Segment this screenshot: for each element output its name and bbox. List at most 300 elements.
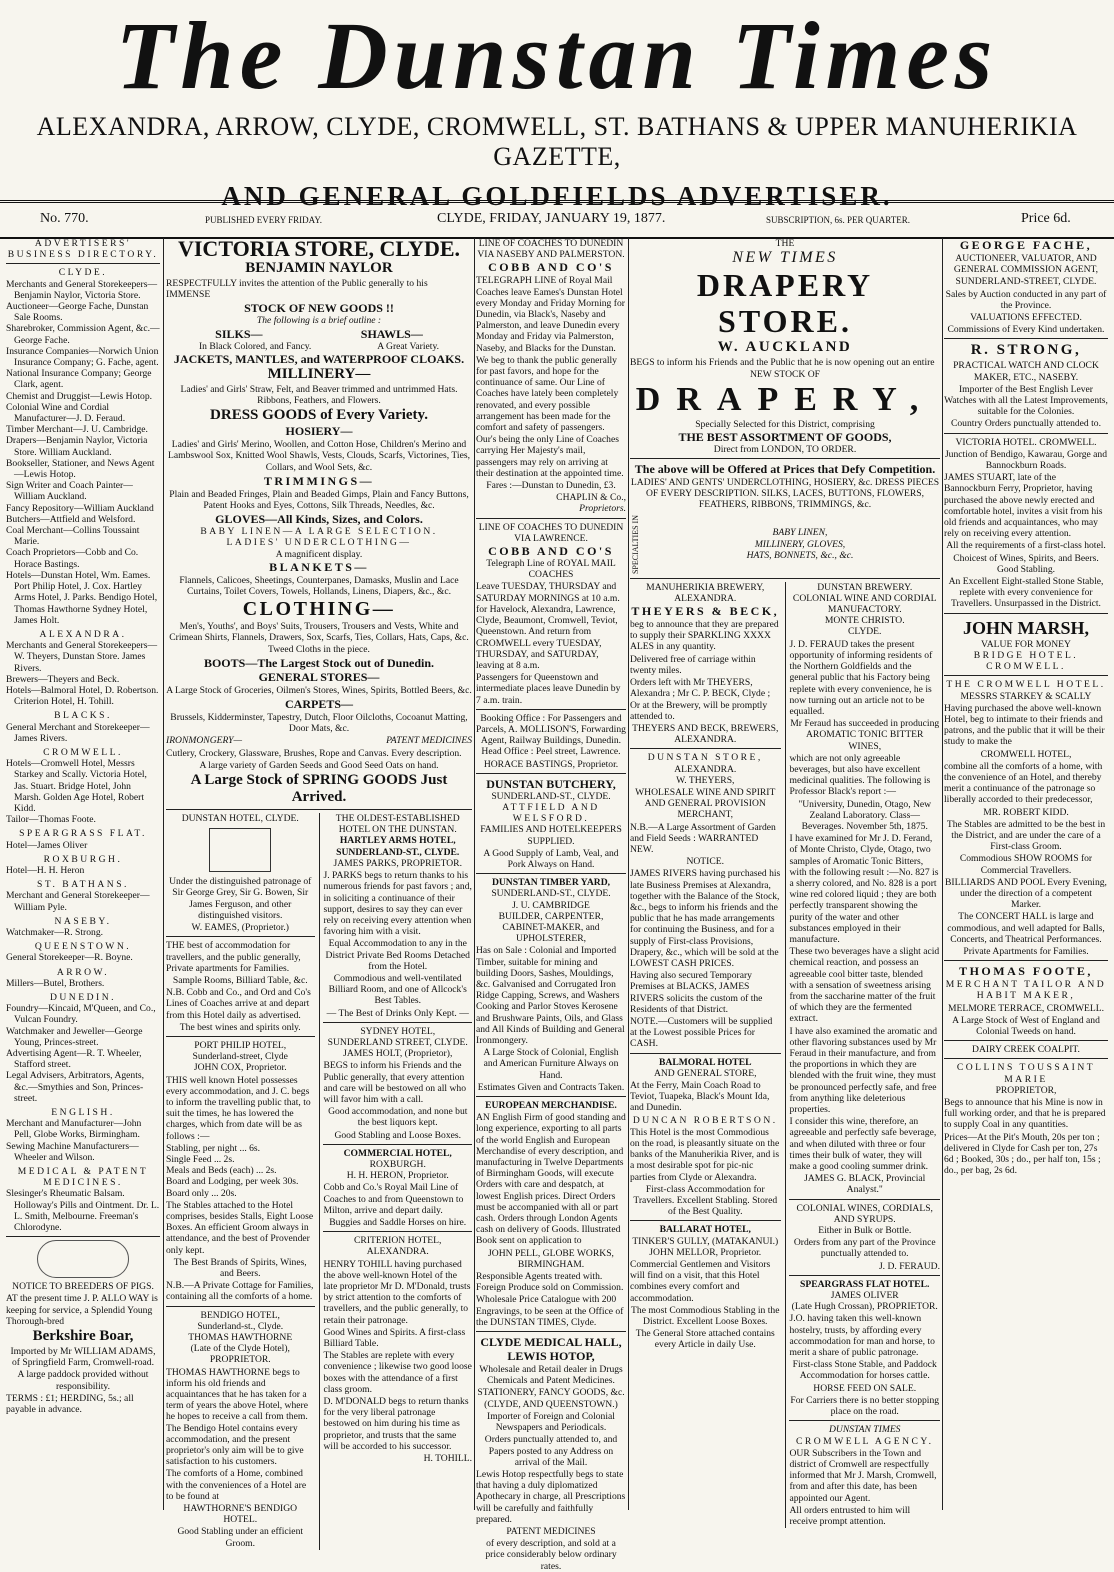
- foote-sub: MERCHANT TAILOR AND HABIT MAKER,: [945, 979, 1107, 1002]
- seeds-note: A large variety of Garden Seeds and Good Seed Oats on hand.: [199, 759, 439, 771]
- best-drinks: — The Best of Drinks Only Kept. —: [326, 1007, 469, 1019]
- strong-sub: PRACTICAL WATCH AND CLOCK MAKER, ETC., NASEBY.: [953, 360, 1099, 383]
- victoria-junction: Junction of Bendigo, Kawarau, Gorge and Bannockburn Roads.: [944, 448, 1108, 472]
- hotop-sub: Wholesale and Retail dealer in Drugs Chemicals and Patent Medicines.: [479, 1364, 623, 1387]
- horse-feed: HORSE FEED ON SALE.: [813, 1382, 917, 1394]
- store-title: VICTORIA STORE, CLYDE.: [177, 236, 461, 261]
- directory-entry: Merchant and Manufacturer—John Pell, Globe Works, Birmingham.: [6, 1118, 142, 1141]
- store-alexandra: ALEXANDRA.: [674, 763, 737, 775]
- directory-town: NASEBY.: [54, 915, 112, 927]
- rivers-temporary: Having also secured Temporary Premises at BLACKS, JAMES RIVERS solicits the custom of the Residents of that District.: [630, 970, 763, 1015]
- fache-sub: AUCTIONEER, VALUATOR, AND GENERAL COMMISSION AGENT,: [953, 253, 1099, 276]
- mellor-name: JOHN MELLOR, Proprietor.: [649, 1246, 762, 1258]
- coal-prices: Prices—At the Pit's Mouth, 20s per ton ; delivered in Clyde for Cash per ton, 27s 6d ; Booked, 30s ; do., per half ton, 15s ; do., per bag, 2s 6d.: [944, 1131, 1101, 1177]
- collins-body: Begs to announce that his Mine is now in full working order, and that he is prepared to supply Coal in any quantities.: [944, 1097, 1106, 1131]
- alexandra-subcolumn: [630, 582, 781, 1528]
- directory-entry: Legal Advisers, Arbitrators, Agents, &c.—Smythies and Son, Princes-street.: [6, 1070, 145, 1104]
- criterion-title: CRITERION HOTEL,: [354, 1235, 442, 1247]
- cobb-heading-1: COBB AND CO'S: [488, 260, 614, 275]
- directory-entry: Hotel—H. H. Heron: [6, 864, 85, 876]
- patent-heading: PATENT MEDICINES: [386, 735, 472, 747]
- directory-entry: Millers—Butel, Brothers.: [6, 977, 105, 989]
- ironmongery-heading: IRONMONGERY—: [166, 735, 243, 747]
- buggies-note: Buggies and Saddle Horses on hire.: [329, 1216, 467, 1228]
- cobb-body-1: TELEGRAPH LINE of Royal Mail Coaches leave Eames's Dunstan Hotel every Monday and Friday Morning for Dunedin, via Black's, Naseby and Palmerston, and leave Dunedin every Monday and Friday via Palmerston, Naseby, and Blacks for the Dunstan.: [476, 275, 625, 354]
- directory-entry: Butchers—Attfield and Welsford.: [6, 513, 136, 525]
- families-note: FAMILIES AND HOTELKEEPERS SUPPLIED.: [480, 824, 622, 847]
- newspaper-tagline: AND GENERAL GOLDFIELDS ADVERTISER.: [221, 181, 893, 211]
- kidd-name: MR. ROBERT KIDD.: [983, 806, 1069, 818]
- coaches-note: N.B. Cobb and Co., and Ord and Co's Lines of Coaches arrive at and depart from this Hotel daily as advertised.: [166, 987, 311, 1021]
- blankets-text: Flannels, Calicoes, Sheetings, Counterpanes, Damasks, Muslin and Lace Curtains, Toilet Covers, Towels, Hollands, Linens, Diapers, &c., &c.: [179, 574, 459, 598]
- oliver-body: J.O. having taken this well-known hostelry, trusts, by affording every accommodation for man and horse, to merit a share of public patronage.: [789, 1313, 935, 1359]
- balmoral-title: BALMORAL HOTEL: [659, 1056, 752, 1068]
- stuart-body: JAMES STUART, late of the Bannockburn Ferry, Proprietor, having purchased the above newly erected and comfortable hotel, invites a visit from his old friends and acquaintances, who may rely on receiving every attention.: [944, 472, 1103, 540]
- sydney-stabling: Good Stabling and Loose Boxes.: [334, 1129, 462, 1141]
- cromwell-stables: The Stables are admitted to be the best in the District, and are under the care of a First-class Groom.: [946, 818, 1106, 853]
- balmoral-sub: AND GENERAL STORE,: [653, 1067, 757, 1079]
- directory-entry: Hotels—Dunstan Hotel, Wm. Eames. Port Philip Hotel, J. Cox. Hartley Arms Hotel, J. Parks. Bendigo Hotel, Thomas Hawthorne Sydney Hotel, James Holt.: [6, 569, 158, 626]
- rate-row: Stabling, per night ... 6s.: [166, 1142, 261, 1154]
- oliver-name: JAMES OLIVER: [830, 1290, 899, 1302]
- orders-note: Orders punctually attended to, and Papers posted to any Address on arrival of the Mail.: [484, 1434, 618, 1468]
- drapery-heading: DRAPERY,: [635, 380, 935, 418]
- strong-name: R. STRONG,: [970, 342, 1082, 359]
- directory-entry: Merchants and General Storekeepers—W. Theyers, Dunstan Store. James Rivers.: [6, 640, 158, 674]
- mellor-store: The General Store attached contains every Article in daily Use.: [635, 1328, 775, 1351]
- rate-row: Board and Lodging, per week 30s.: [166, 1176, 299, 1188]
- report-also: I have also examined the aromatic and other flavoring substances used by Mr Feraud in their manufacture, and from the proportions in which they are blended with the fruit wine, they must be pronounced perfectly safe, and free from anything like deleterious properties.: [789, 1025, 938, 1116]
- chaplin-sig: CHAPLIN & Co.,: [556, 492, 626, 504]
- wine-manufactory: COLONIAL WINE AND CORDIAL MANUFACTORY.: [792, 592, 937, 616]
- direct-london: Direct from LONDON, TO ORDER.: [713, 443, 857, 455]
- mcdonald-note: D. M'DONALD begs to return thanks for the very liberal patronage bestowed on him during his time as proprietor, and trusts that the same will be accorded to his successor.: [323, 1396, 469, 1452]
- cambridge-body: Has on Sale : Colonial and Imported Timber, suitable for mining and building Doors, Sashes, Mouldings, &c. Galvanised and Corrugated Iron Ridge Capping, Screws, and Washers Cooking and Parlor Stoves Kerosene and Brushware Paints, Oils, and Glass and All Kinds of Building and General Ironmongery.: [476, 945, 625, 1046]
- shawls-note: A Great Variety.: [377, 340, 440, 352]
- general-heading: GENERAL STORES—: [258, 669, 380, 684]
- store-intro: RESPECTFULLY invites the attention of the Public generally to his IMMENSE: [166, 278, 428, 301]
- shawls-heading: SHAWLS—: [360, 326, 423, 341]
- tohill-body: HENRY TOHILL having purchased the above well-known Hotel of the late proprietor Mr D. M'Donald, trusts by strict attention to the comforts of travellers, and the public generally, to retain their patronage.: [323, 1258, 471, 1326]
- bendigo-title: BENDIGO HOTEL,: [200, 1309, 280, 1321]
- sample-rooms: Sample Rooms, Billiard Table, &c.: [172, 974, 308, 986]
- directory-entry: Slesinger's Rheumatic Balsam. Holloway's Pills and Ointment. Dr. L. L. Smith, Melbourne. Freeman's Chlorodyne.: [6, 1188, 160, 1234]
- hawthorne-name: THOMAS HAWTHORNE: [188, 1332, 293, 1343]
- specialty-baby: BABY LINEN,: [772, 527, 828, 539]
- directory-entry: Chemist and Druggist—Lewis Hotop.: [6, 390, 153, 402]
- victoria-choicest: Choicest of Wines, Spirits, and Beers. Good Stabling.: [953, 552, 1099, 575]
- clothing-heading: CLOTHING—: [242, 598, 396, 621]
- feraud-body: J. D. FERAUD takes the present opportunity of informing residents of the Northern Goldfields and the general public that his Factory being replete with every convenience, he is now turning out an article not to be equalled.: [789, 638, 933, 717]
- billiards-note: BILLIARDS AND POOL Every Evening, under the direction of a competent Marker.: [945, 876, 1107, 911]
- bendigo-comforts: The comforts of a Home, combined with the conveniences of a Hotel are to be found at: [166, 1468, 307, 1502]
- column-rule: [942, 238, 943, 1510]
- oliver-sub: (Late Hugh Crossan), PROPRIETOR.: [791, 1301, 938, 1313]
- directory-entry: Coal Merchant—Collins Toussaint Marie.: [6, 525, 140, 548]
- directory-entry: Foundry—Kincaid, M'Queen, and Co., Vulcan Foundry.: [6, 1003, 156, 1026]
- directory-town: ROXBURGH.: [43, 853, 123, 865]
- port-philip-body: THIS well known Hotel possesses every accommodation, and J. C. begs to inform the travelling public that, to suit the times, he has lowered the charges, which from date will be as follows :—: [166, 1074, 311, 1142]
- column-victoria-store: [166, 236, 472, 1549]
- clothing-text: Men's, Youths', and Boys' Suits, Trousers, Trousers and Vests, White and Crimean Shirts, Flannels, Drawers, Sox, Scarfs, Ties, Collars, Hats, Caps, &c. Tweed Cloths in the piece.: [169, 621, 469, 655]
- column-rule: [163, 238, 164, 1510]
- blankets-heading: BLANKETS—: [269, 559, 369, 574]
- directory-entry: Tailor—Thomas Foote.: [6, 814, 96, 826]
- cromwell-combine: combine all the comforts of a home, with the convenience of an Hotel, and thereby merit a continuance of the patronage so liberally accorded to their predecessor,: [944, 760, 1103, 806]
- speargrass-title: SPEARGRASS FLAT HOTEL.: [800, 1278, 930, 1290]
- bendigo-body: THOMAS HAWTHORNE begs to inform his old friends and acquaintances that he has taken for a term of years the above Hotel, where he hopes to receive a call from them. The Bendigo Hotel contains every accommodation, and the present proprietor's only aim will be to give satisfaction to his customers.: [166, 1366, 308, 1468]
- sydney-title: SYDNEY HOTEL,: [360, 1025, 436, 1037]
- cobb-passengers: Passengers for Queenstown and intermediate places leave Dunedin by 7 a.m. train.: [476, 672, 621, 706]
- ballarat-sub: TINKER'S GULLY, (MATAKANUI.): [632, 1235, 779, 1247]
- directory-sections: [6, 267, 160, 1233]
- column-right: [944, 238, 1108, 1510]
- brewery-alexandra: ALEXANDRA.: [674, 592, 737, 604]
- dunstan-hotel-title: DUNSTAN HOTEL, CLYDE.: [181, 813, 299, 825]
- cobb-sub-2: Telegraph Line of ROYAL MAIL COACHES: [486, 558, 616, 581]
- fache-sales: Sales by Auction conducted in any part of the Province.: [945, 288, 1107, 311]
- gloves-heading: GLOVES—All Kinds, Sizes, and Colors.: [215, 512, 423, 527]
- butchery-title: DUNSTAN BUTCHERY,: [486, 776, 616, 791]
- new-stock: NEW STOCK OF: [749, 369, 820, 381]
- carriers-note: For Carriers there is no better stopping place on the road.: [790, 1394, 940, 1418]
- directory-town: QUEENSTOWN.: [34, 941, 132, 953]
- directory-entry: Hotel—James Oliver: [6, 839, 88, 851]
- directory-entry: Hotels—Balmoral Hotel, D. Robertson. Criterion Hotel, H. Tohill.: [6, 684, 159, 708]
- directory-town: DUNEDIN.: [49, 992, 117, 1003]
- clyde-queenstown: (CLYDE, AND QUEENSTOWN.): [484, 1398, 618, 1410]
- oliver-stone: First-class Stone Stable, and Paddock Accommodation for horses cattle.: [792, 1359, 937, 1382]
- directory-entry: Merchants and General Storekeepers—Benjamin Naylor, Victoria Store.: [6, 278, 158, 301]
- victoria-hotel: VICTORIA HOTEL. CROMWELL.: [955, 436, 1097, 448]
- directory-entry: Sharebroker, Commission Agent, &c.—George Fache.: [6, 323, 160, 346]
- rates-list: [166, 1143, 315, 1199]
- private-apartments: Private Apartments for Families.: [963, 945, 1089, 957]
- agency-body: OUR Subscribers in the Town and district of Cromwell are respectfully informed that Mr J. Marsh, Cromwell, from and after this date, has been appointed our Agent.: [789, 1447, 937, 1504]
- bridge-hotel: BRIDGE HOTEL. CROMWELL.: [973, 649, 1079, 673]
- european-body: AN English Firm of good standing and long experience, exporting to all parts of the world English and European Merchandise of every description, and manufacturing in Twelve Departments of Birmingham Goods, will execute Orders with care and despatch, at lowest English prices. Direct Orders must be accompanied with all or part cash. Orders through London Agents cash on delivery of Goods. Illustrated Book sent on application to: [476, 1112, 626, 1247]
- cobb-body-2: Leave TUESDAY, THURSDAY and SATURDAY MORNINGS at 10 a.m. for Havelock, Alexandra, Lawrence, Clyde, Beaumont, Cromwell, Teviot, Queenstown. And return from CROMWELL every TUESDAY, THURSDAY, and SATURDAY, leaving at 8 a.m.: [476, 581, 620, 671]
- directory-entry: Watchmaker and Jeweller—George Young, Princes-street.: [6, 1025, 143, 1048]
- timber-sub: SUNDERLAND-ST., CLYDE.: [491, 888, 611, 900]
- hosiery-heading: HOSIERY—: [285, 424, 353, 439]
- holt-proprietor: JAMES HOLT, (Proprietor),: [343, 1048, 453, 1060]
- hosiery-text: Ladies' and Girls' Merino, Woollen, and Cotton Hose, Children's Merino and Lambswool Sox, Knitted Wool Shawls, Vests, Clouds, Scarfs, Victorines, Ties, Collars, and Wool Sets, &c.: [168, 439, 470, 473]
- best-wines: The best wines and spirits only.: [179, 1021, 301, 1033]
- cobb-mail: Our's being the only Line of Coaches carrying Her Majesty's mail, passengers may rely on arriving at their destination at the appointed time.: [476, 434, 624, 479]
- best-assortment: THE BEST ASSORTMENT OF GOODS,: [678, 429, 892, 444]
- millinery-text: Ladies' and Girls' Straw, Felt, and Beaver trimmed and untrimmed Hats. Ribbons, Feathers, and Flowers.: [180, 383, 458, 407]
- feraud-not-only: which are not only agreeable beverages, but also have excellent medicinal qualities. The following is Professor Black's report :—: [789, 752, 931, 798]
- offered-note: The above will be Offered at Prices that Defy Competition.: [634, 462, 936, 477]
- patent-medicines: PATENT MEDICINES: [506, 1525, 596, 1537]
- w-theyers: W. THEYERS,: [676, 774, 735, 786]
- selected-note: Specially Selected for this District, comprising: [695, 418, 875, 430]
- robertson-name: DUNCAN ROBERTSON.: [632, 1114, 778, 1126]
- ballarat-title: BALLARAT HOTEL,: [659, 1224, 751, 1236]
- hawthorne-sub: (Late of the Clyde Hotel), PROPRIETOR.: [190, 1343, 290, 1366]
- drapery-store-heading: DRAPERY STORE.: [696, 267, 874, 340]
- agency-title: DUNSTAN TIMES: [828, 1424, 901, 1436]
- commercial-sub: ROXBURGH.: [369, 1158, 426, 1170]
- millinery-heading: MILLINERY—: [267, 365, 371, 382]
- general-text: A Large Stock of Groceries, Oilmen's Stores, Wines, Spirits, Bottled Beers, &c.: [166, 684, 472, 696]
- coach-line-1: LINE OF COACHES TO DUNEDIN VIA NASEBY AND PALMERSTON.: [477, 238, 625, 261]
- starkey-scally: MESSRS STARKEY & SCALLY: [960, 690, 1092, 702]
- fache-name: GEORGE FACHE,: [959, 238, 1093, 252]
- pigs-notice-title: NOTICE TO BREEDERS OF PIGS.: [12, 1281, 154, 1293]
- newspaper-title: The Dunstan Times: [115, 2, 999, 109]
- directory-entry: Drapers—Benjamin Naylor, Victoria Store. William Auckland.: [6, 435, 148, 458]
- victoria-requirements: All the requirements of a first-class hotel.: [946, 540, 1106, 552]
- holt-accommodation: Good accommodation, and none but the best liquors kept.: [328, 1106, 468, 1129]
- monte-christo: MONTE CHRISTO.: [824, 615, 905, 627]
- bulk-note: Either in Bulk or Bottle.: [818, 1225, 912, 1237]
- parks-proprietor: JAMES PARKS, PROPRIETOR.: [333, 857, 462, 869]
- report-beverages: These two beverages have a slight acid chemical reaction, and possess an agreeable cool bitter taste, blended with a sensation of sweetness arising from the saccharine matter of the fruit of which they are the fermented extract.: [789, 946, 940, 1025]
- tohill-stables: The Stables are replete with every convenience ; likewise two good loose boxes with the attendance of a first class groom.: [323, 1350, 472, 1395]
- theyers-body: beg to announce that they are prepared to supply their SPARKLING XXXX ALES in any quantity.: [630, 619, 779, 653]
- column-business-directory: [6, 238, 160, 1510]
- cobb-heading-2: COBB AND CO'S: [488, 544, 614, 559]
- patent-text: of every description, and sold at a price considerably below ordinary rates.: [485, 1538, 617, 1572]
- european-title: EUROPEAN MERCHANDISE.: [485, 1100, 617, 1112]
- directory-entry: General Storekeeper—R. Boyne.: [6, 952, 133, 964]
- directory-entry: Watchmaker—R. Strong.: [6, 926, 104, 938]
- timber-title: DUNSTAN TIMBER YARD,: [491, 877, 611, 889]
- directory-entry: Sign Writer and Coach Painter—William Auckland.: [6, 480, 133, 503]
- catalogue-note: Wholesale Price Catalogue with 200 Engravings, to be seen at the Office of the DUNSTAN TIMES, Clyde.: [476, 1294, 624, 1328]
- lamb-note: A Good Supply of Lamb, Veal, and Pork Always on Hand.: [483, 847, 619, 870]
- boots-heading: BOOTS—The Largest Stock out of Dunedin.: [203, 655, 435, 670]
- directory-town: MEDICAL & PATENT MEDICINES.: [17, 1166, 149, 1189]
- robertson-body: This Hotel is the most Commodious on the road, is pleasantly situate on the banks of the Manuherikia River, and is a most desirable spot for pic-nic parties from Clyde or Alexandra.: [630, 1126, 780, 1183]
- directory-entry: Advertising Agent—R. T. Wheeler, Stafford street.: [6, 1048, 142, 1071]
- holt-body: BEGS to inform his Friends and the Public generally, that every attention and care will be bestowed on all who will favor him with a call.: [323, 1060, 467, 1105]
- coach-line-2: LINE OF COACHES TO DUNEDIN VIA LAWRENCE.: [478, 521, 624, 544]
- jdf-sig: J. D. FERAUD.: [878, 1260, 940, 1272]
- newspaper-subtitle: ALEXANDRA, ARROW, CLYDE, CROMWELL, ST. BATHANS & UPPER MANUHERIKIA GAZETTE,: [36, 112, 1078, 171]
- column-drapery: [630, 238, 940, 1527]
- foote-name: THOMAS FOOTE,: [959, 964, 1093, 979]
- black-sig: JAMES G. BLACK, Provincial Analyst.": [804, 1173, 926, 1196]
- directory-entry: Timber Merchant—J. U. Cambridge.: [6, 424, 148, 436]
- directory-town: BLACKS.: [54, 710, 112, 722]
- directory-town: CLYDE.: [58, 267, 108, 279]
- furniture-note: A Large Stock of Colonial, English and American Furniture Always on Hand.: [483, 1047, 619, 1081]
- dateline-bar: [0, 200, 1114, 239]
- pig-illustration: [37, 1240, 129, 1278]
- rate-row: Board only ... 20s.: [166, 1187, 237, 1199]
- brief-outline: The following is a brief outline :: [256, 315, 382, 327]
- balmoral-loc: At the Ferry, Main Coach Road to Teviot, Tuapeka, Black's Mount Ida, and Dunedin.: [630, 1080, 770, 1114]
- proprietors-label: Proprietors.: [579, 503, 626, 515]
- report-examined: I have examined for Mr J. D. Ferand, of Monte Christo, Clyde, Otago, two samples of Aromatic Tonic Bitters, with the following result :—No. 827 is a sherry colored, and No. 828 is a port wine red colored liquid ; they are both perfectly transparent showing the purity of the water and other substances employed in their manufacture.: [789, 833, 939, 945]
- directory-heading: ADVERTISERS': [34, 238, 132, 249]
- tohill-wines: Good Wines and Spirits. A first-class Billiard Table.: [323, 1326, 466, 1350]
- spring-goods-heading: A Large Stock of SPRING GOODS Just Arrived.: [190, 772, 448, 806]
- issue-price: Price 6d.: [1021, 211, 1071, 226]
- cordials-heading: COLONIAL WINES, CORDIALS, AND SYRUPS.: [796, 1202, 933, 1225]
- port-brands: The Best Brands of Spirits, Wines, and Beers.: [173, 1256, 307, 1279]
- directory-entry: Sewing Machine Manufacturers—Wheeler and Wilson.: [6, 1140, 139, 1163]
- estimates-note: Estimates Given and Contracts Taken.: [477, 1081, 625, 1093]
- pigs-notice-text: AT the present time J. P. ALLO WAY is keeping for service, a Splendid Young Thorough-bred: [6, 1293, 158, 1327]
- dress-heading: DRESS GOODS of Every Variety.: [210, 407, 428, 424]
- melmore-terrace: MELMORE TERRACE, CROMWELL.: [948, 1002, 1104, 1014]
- column-rule: [628, 238, 629, 1510]
- theyers-beck: THEYERS & BECK,: [631, 604, 780, 619]
- masthead: [0, 0, 1114, 211]
- directory-entry: Colonial Wine and Cordial Manufacturer—J. D. Feraud.: [6, 401, 126, 425]
- silks-note: In Black Colored, and Fancy.: [198, 340, 312, 352]
- directory-entry: National Insurance Company; George Clark, agent.: [6, 368, 152, 391]
- terms-note: TERMS : £1; HERDING, 5s.; all payable in advance.: [6, 1392, 134, 1416]
- directory-heading: BUSINESS DIRECTORY.: [7, 249, 159, 261]
- show-rooms: Commodious SHOW ROOMS for Commercial Travellers.: [959, 853, 1093, 876]
- cox-proprietor: JOHN COX, Proprietor.: [193, 1062, 287, 1074]
- importer-note: Importer of Foreign and Colonial Newspapers and Periodicals.: [487, 1410, 615, 1434]
- manuherikia-brewery: MANUHERIKIA BREWERY,: [646, 581, 765, 593]
- boar-text: Imported by Mr WILLIAM ADAMS, of Springfield Farm, Cromwell-road.: [10, 1346, 156, 1369]
- store-owner: BENJAMIN NAYLOR: [245, 260, 393, 276]
- feraud-orders: Orders from any part of the Province punctually attended to.: [793, 1237, 936, 1260]
- directory-town: ST. BATHANS.: [37, 879, 129, 891]
- jackets-heading: JACKETS, MANTLES, and WATERPROOF CLOAKS.: [173, 351, 465, 366]
- concert-hall: The CONCERT HALL is large and commodious, and well adapted for Balls, Concerts, and Theatrical Performances.: [947, 911, 1105, 945]
- trimmings-heading: TRIMMINGS—: [263, 473, 375, 488]
- starkey-body: Having purchased the above well-known Hotel, beg to intimate to their friends and patrons, and the public that it will be their study to make the: [944, 702, 1105, 748]
- commercial-title: COMMERCIAL HOTEL,: [343, 1147, 452, 1159]
- cromwell-hotel-title: THE CROMWELL HOTEL.: [946, 679, 1106, 691]
- report-consider: I consider this wine, therefore, an agreeable and perfectly safe beverage, and when diluted with three or four times their bulk of water, they will make a good cooling summer drink.: [789, 1116, 937, 1173]
- carpets-text: Brussels, Kidderminster, Tapestry, Dutch, Floor Oilcloths, Cocoanut Matting, Door Mats, &c.: [170, 712, 468, 735]
- equal-accommodation: Equal Accommodation to any in the District Private Bed Rooms Detached from the Hotel.: [325, 938, 470, 972]
- billiard-room: Commodious and well-ventilated Billiard Room, and one of Allcock's Best Tables.: [328, 972, 467, 1007]
- display-note: A magnificent display.: [275, 548, 363, 560]
- notice-heading: NOTICE.: [686, 856, 725, 868]
- directory-entry: Brewers—Theyers and Beck.: [6, 673, 120, 685]
- port-cottage: N.B.—A Private Cottage for Families, containing all the comforts of a home.: [166, 1280, 314, 1303]
- trimmings-text: Plain and Beaded Fringes, Plain and Beaded Gimps, Plain and Fancy Buttons, Patent Hooks and Eyes, Cottons, Silk Threads, Needles, &c.: [169, 488, 469, 512]
- cobb-fares: Fares :—Dunstan to Dunedin, £3.: [486, 480, 616, 492]
- bendigo-sub: Sunderland-st., Clyde.: [197, 1320, 284, 1332]
- subscription-note: SUBSCRIPTION, 6s. PER QUARTER.: [766, 215, 910, 225]
- tweeds-note: A Large Stock of West of England and Colonial Tweeds on hand.: [952, 1014, 1100, 1037]
- feraud-clyde: CLYDE.: [848, 626, 882, 638]
- boar-heading: Berkshire Boar,: [32, 1328, 134, 1345]
- silks-heading: SILKS—: [215, 326, 263, 341]
- hotels-left-subcolumn: [166, 813, 315, 1550]
- sydney-sub: SUNDERLAND STREET, CLYDE.: [327, 1036, 468, 1048]
- eames-proprietor: W. EAMES, (Proprietor.): [191, 922, 289, 934]
- first-class-note: First-class Accommodation for Travellers. Excellent Stabling. Stored of the Best Quality.: [633, 1183, 778, 1218]
- published-note: PUBLISHED EVERY FRIDAY.: [205, 215, 322, 225]
- dunstan-body: THE best of accommodation for travellers, and the public generally, Private apartments for Families.: [166, 940, 301, 974]
- mellor-stabling: The most Commodious Stabling in the District. Excellent Loose Boxes.: [631, 1304, 780, 1328]
- agency-prompt: All orders entrusted to him will receive prompt attention.: [789, 1504, 911, 1527]
- hotop-name: LEWIS HOTOP,: [507, 1349, 595, 1364]
- rate-row: Meals and Beds (each) ... 2s.: [166, 1165, 277, 1177]
- agency-sub: CROMWELL AGENCY.: [795, 1435, 934, 1447]
- strong-country: Country Orders punctually attended to.: [950, 418, 1101, 430]
- port-philip-sub: Sunderland-street, Clyde: [192, 1051, 288, 1063]
- butchery-sub: SUNDERLAND-ST., CLYDE.: [491, 790, 611, 802]
- directory-entry: General Merchant and Storekeeper—James Rivers.: [6, 721, 150, 744]
- university-report: "University, Dunedin, Otago, New Zealand Laboratory. Class—Beverages. November 5th, 1875.: [798, 798, 932, 832]
- criterion-sub: ALEXANDRA.: [366, 1246, 429, 1258]
- delivered-note: Delivered free of carriage within twenty miles.: [630, 653, 756, 676]
- mellor-body: Commercial Gentlemen and Visitors will find on a visit, that this Hotel combines every comfort and accommodation.: [630, 1259, 771, 1304]
- auckland-body: BEGS to inform his Friends and the Public that he is now opening out an entire: [630, 357, 935, 369]
- carpets-heading: CARPETS—: [284, 697, 353, 712]
- directory-entry: Coach Proprietors—Cobb and Co. Horace Bastings.: [6, 547, 139, 570]
- directory-entry: Hotels—Cromwell Hotel, Messrs Starkey and Scally. Victoria Hotel, Jas. Stuart. Bridge Hotel, John Marsh. Golden Age Hotel, Robert Kidd.: [6, 758, 147, 814]
- marsh-value: VALUE FOR MONEY: [981, 638, 1071, 650]
- dunstan-brewery: DUNSTAN BREWERY.: [817, 581, 913, 593]
- port-stables: The Stables attached to the Hotel comprises, besides Stalls, Eight Loose Boxes. An efficient Groom always in attendance, and the best of Provender only kept.: [166, 1199, 314, 1256]
- dunstan-patronage: Under the distinguished patronage of Sir George Grey, Sir G. Bowen, Sir James Ferguson, and other distinguished visitors.: [169, 876, 312, 921]
- hartley-title: HARTLEY ARMS HOTEL, SUNDERLAND-ST., CLYDE.: [336, 835, 460, 858]
- fache-location: SUNDERLAND-STREET, CLYDE.: [955, 276, 1097, 288]
- directory-entry: Bookseller, Stationer, and News Agent—Lewis Hotop.: [6, 457, 155, 481]
- parks-body: J. PARKS begs to return thanks to his numerous friends for past favors ; and, in soliciting a continuance of their support, desires to say they can ever rely on receiving every attention when favoring him with a visit.: [323, 870, 472, 938]
- column-coaches: [476, 238, 626, 1572]
- rate-row: Single Feed ... 2s.: [166, 1153, 235, 1165]
- drapery-the: THE: [775, 238, 795, 249]
- new-times-heading: NEW TIMES: [732, 249, 838, 267]
- attfield-name: ATTFIELD AND WELSFORD.: [502, 801, 600, 825]
- column-rule: [474, 238, 475, 1510]
- directory-town: CROMWELL.: [43, 746, 123, 758]
- directory-entry: Merchant and General Storekeeper—William Pyle.: [6, 890, 150, 913]
- paddock-note: A large paddock provided without responsibility.: [17, 1369, 149, 1392]
- victoria-stable: An Excellent Eight-stalled Stone Stable, replete with every convenience for Travellers. Unsurpassed in the District.: [948, 576, 1104, 610]
- collins-name: COLLINS TOUSSAINT MARIE: [956, 1062, 1096, 1085]
- directory-town: ARROW.: [56, 966, 110, 978]
- fache-valuations: VALUATIONS EFFECTED.: [970, 312, 1082, 324]
- heron-body: Cobb and Co.'s Royal Mail Line of Coaches to and from Queenstown to Milton, arrive and depart daily.: [323, 1182, 464, 1216]
- booking-office: Booking Office : For Passengers and Parcels, A. MOLLISON'S, Forwarding Agent, Railway Buildings, Dunedin. Head Office : Peel street, Lawrence.: [476, 712, 626, 758]
- bastings-sig: HORACE BASTINGS, Proprietor.: [483, 758, 619, 770]
- directory-town: ENGLISH.: [51, 1107, 115, 1119]
- issue-number: No. 770.: [40, 211, 89, 226]
- directory-town: SPEARGRASS FLAT.: [19, 828, 147, 840]
- apothecary-note: Lewis Hotop respectfully begs to state that having a duly diplomatized Apothecary in charge, all Prescriptions will be carefully and faithfully prepared.: [476, 1468, 626, 1525]
- bendigo-groom: Good Stabling under an efficient Groom.: [177, 1526, 304, 1549]
- cobb-thanks: We beg to thank the public generally for past favors, and hope for the continuance of same. Our Line of Coaches have lately been completely renovated, and every possible arrangement has been made for the comfort and safety of passengers.: [476, 354, 619, 434]
- port-philip-title: PORT PHILIP HOTEL,: [194, 1039, 287, 1051]
- specialties-label: SPECIALTIES IN: [631, 514, 640, 574]
- directory-entry: Auctioneer—George Fache, Dunstan Sale Rooms.: [6, 301, 149, 324]
- stock-heading: STOCK OF NEW GOODS !!: [244, 301, 394, 316]
- dairy-creek: DAIRY CREEK COALPIT.: [972, 1044, 1080, 1056]
- wholesale-note: WHOLESALE WINE AND SPIRIT AND GENERAL PROVISION MERCHANT,: [635, 786, 776, 821]
- medical-hall-title: CLYDE MEDICAL HALL,: [480, 1335, 622, 1350]
- specialty-millinery: MILLINERY, GLOVES,: [754, 538, 846, 550]
- cambridge-sub: BUILDER, CARPENTER, CABINET-MAKER, and UPHOLSTERER,: [498, 910, 604, 945]
- specialty-hats: HATS, BONNETS, &c., &c.: [746, 549, 854, 561]
- rivers-body: JAMES RIVERS having purchased his late Business Premises at Alexandra, together with the Balance of the Stock, &c., begs to inform his friends and the public that he has made arrangements for continuing the Business, and for a supply of First-class Provisions, Drapery, &c., which will be sold at the LOWEST CASH PRICES.: [630, 868, 781, 969]
- feraud-producing: Mr Feraud has succeeded in producing AROMATIC TONIC BITTER WINES,: [790, 718, 940, 752]
- cambridge-name: J. U. CAMBRIDGE: [512, 899, 590, 911]
- dunstan-store: DUNSTAN STORE,: [647, 752, 763, 764]
- drapery-list: LADIES' AND GENTS' UNDERCLOTHING, HOSIERY, &c. DRESS PIECES OF EVERY DESCRIPTION. SILKS, LACES, BUTTONS, FLOWERS, FEATHERS, RIBBONS, TRIMMINGS, &c.: [630, 477, 940, 511]
- brewers-sig: THEYERS AND BECK, BREWERS, ALEXANDRA.: [632, 722, 779, 746]
- hotels-right-subcolumn: [323, 813, 472, 1550]
- bendigo-foot: HAWTHORNE'S BENDIGO HOTEL.: [183, 1503, 298, 1526]
- rivers-note: NOTE.—Customers will be supplied at the Lowest possible Prices for CASH.: [630, 1015, 773, 1050]
